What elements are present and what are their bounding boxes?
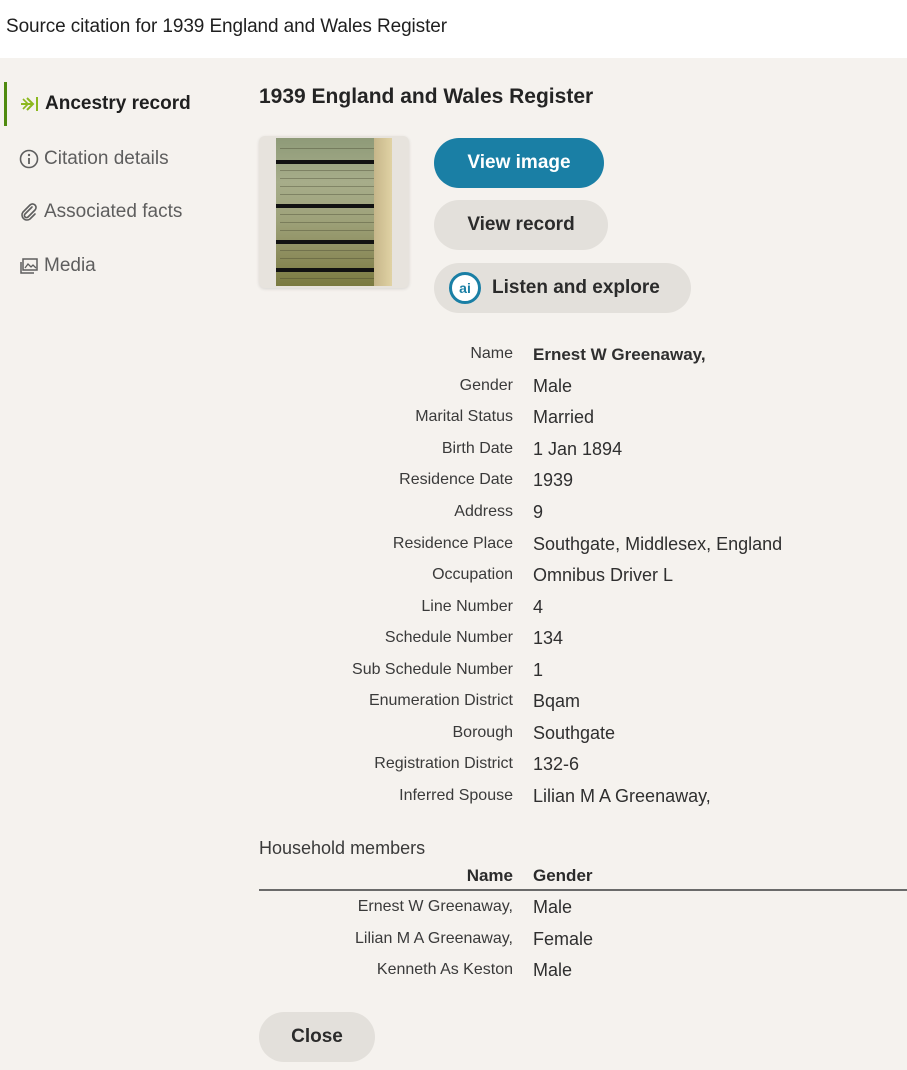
detail-label: Birth Date xyxy=(441,440,513,457)
detail-row xyxy=(259,471,907,502)
detail-label: Schedule Number xyxy=(384,629,513,646)
sidebar-item-label: Ancestry record xyxy=(45,93,191,114)
detail-row xyxy=(259,408,907,439)
view-image-button[interactable]: View image xyxy=(434,138,604,188)
view-record-button[interactable]: View record xyxy=(434,200,608,250)
detail-label: Inferred Spouse xyxy=(399,787,513,804)
dialog-header xyxy=(0,0,907,58)
detail-row xyxy=(259,440,907,471)
detail-row xyxy=(259,755,907,786)
detail-row xyxy=(259,692,907,723)
column-header-name: Name xyxy=(466,866,513,885)
sidebar-item-ancestry-record[interactable] xyxy=(4,82,227,126)
media-image-icon xyxy=(18,255,40,277)
paperclip-icon xyxy=(18,201,40,223)
detail-value: 4 xyxy=(533,597,544,617)
detail-label: Line Number xyxy=(421,598,513,615)
table-row xyxy=(259,898,907,929)
detail-label: Sub Schedule Number xyxy=(352,661,513,678)
detail-row xyxy=(259,566,907,597)
detail-row xyxy=(259,724,907,755)
sidebar-item-label: Associated facts xyxy=(44,201,183,222)
household-gender: Female xyxy=(533,929,594,949)
household-name: Ernest W Greenaway, xyxy=(357,898,513,915)
detail-label: Occupation xyxy=(432,566,513,583)
household-table-header xyxy=(259,866,907,891)
detail-value: 134 xyxy=(533,628,564,648)
detail-value: 9 xyxy=(533,502,544,522)
ancestry-leaf-icon xyxy=(19,93,41,115)
household-name: Kenneth As Keston xyxy=(376,961,513,978)
household-gender: Male xyxy=(533,897,573,917)
detail-label: Registration District xyxy=(374,755,513,772)
sidebar-item-associated-facts[interactable] xyxy=(5,190,225,234)
detail-row xyxy=(259,598,907,629)
info-icon xyxy=(18,148,40,170)
detail-label: Residence Date xyxy=(399,471,513,488)
detail-row xyxy=(259,629,907,660)
detail-value: 1 Jan 1894 xyxy=(533,439,623,459)
sidebar-item-label: Citation details xyxy=(44,148,169,169)
detail-row xyxy=(259,661,907,692)
household-title: Household members xyxy=(259,838,426,858)
dialog-title: Source citation for 1939 England and Wales Register xyxy=(6,16,447,37)
sidebar-item-label: Media xyxy=(44,255,96,276)
household-name: Lilian M A Greenaway, xyxy=(354,930,513,947)
table-row xyxy=(259,961,907,992)
record-title: 1939 England and Wales Register xyxy=(259,85,594,108)
household-gender: Male xyxy=(533,960,573,980)
column-header-gender: Gender xyxy=(533,866,593,885)
detail-label: Name xyxy=(470,345,513,362)
detail-label: Address xyxy=(454,503,513,520)
record-image-thumbnail[interactable] xyxy=(259,136,409,288)
detail-row xyxy=(259,345,907,376)
table-row xyxy=(259,930,907,961)
detail-row xyxy=(259,377,907,408)
detail-value: Male xyxy=(533,376,573,396)
detail-label: Residence Place xyxy=(392,535,513,552)
detail-value: Married xyxy=(533,407,595,427)
listen-and-explore-button[interactable] xyxy=(434,263,691,313)
sidebar-item-citation-details[interactable] xyxy=(5,137,225,181)
detail-value: Ernest W Greenaway, xyxy=(533,345,706,364)
ai-icon: ai xyxy=(449,272,481,304)
sidebar-item-media[interactable] xyxy=(5,244,225,288)
close-button[interactable]: Close xyxy=(259,1012,375,1062)
detail-value: Southgate xyxy=(533,723,616,743)
detail-row xyxy=(259,535,907,566)
detail-value: Bqam xyxy=(533,691,581,711)
listen-button-label: Listen and explore xyxy=(492,277,660,298)
detail-label: Borough xyxy=(452,724,513,741)
record-image-preview xyxy=(276,138,392,286)
detail-value: 1 xyxy=(533,660,544,680)
detail-value: Omnibus Driver L xyxy=(533,565,674,585)
detail-label: Gender xyxy=(459,377,513,394)
detail-value: Lilian M A Greenaway, xyxy=(533,786,711,806)
detail-value: 132-6 xyxy=(533,754,580,774)
detail-row xyxy=(259,503,907,534)
detail-row xyxy=(259,787,907,818)
detail-value: 1939 xyxy=(533,470,574,490)
detail-label: Marital Status xyxy=(415,408,513,425)
detail-label: Enumeration District xyxy=(368,692,513,709)
detail-value: Southgate, Middlesex, England xyxy=(533,534,783,554)
